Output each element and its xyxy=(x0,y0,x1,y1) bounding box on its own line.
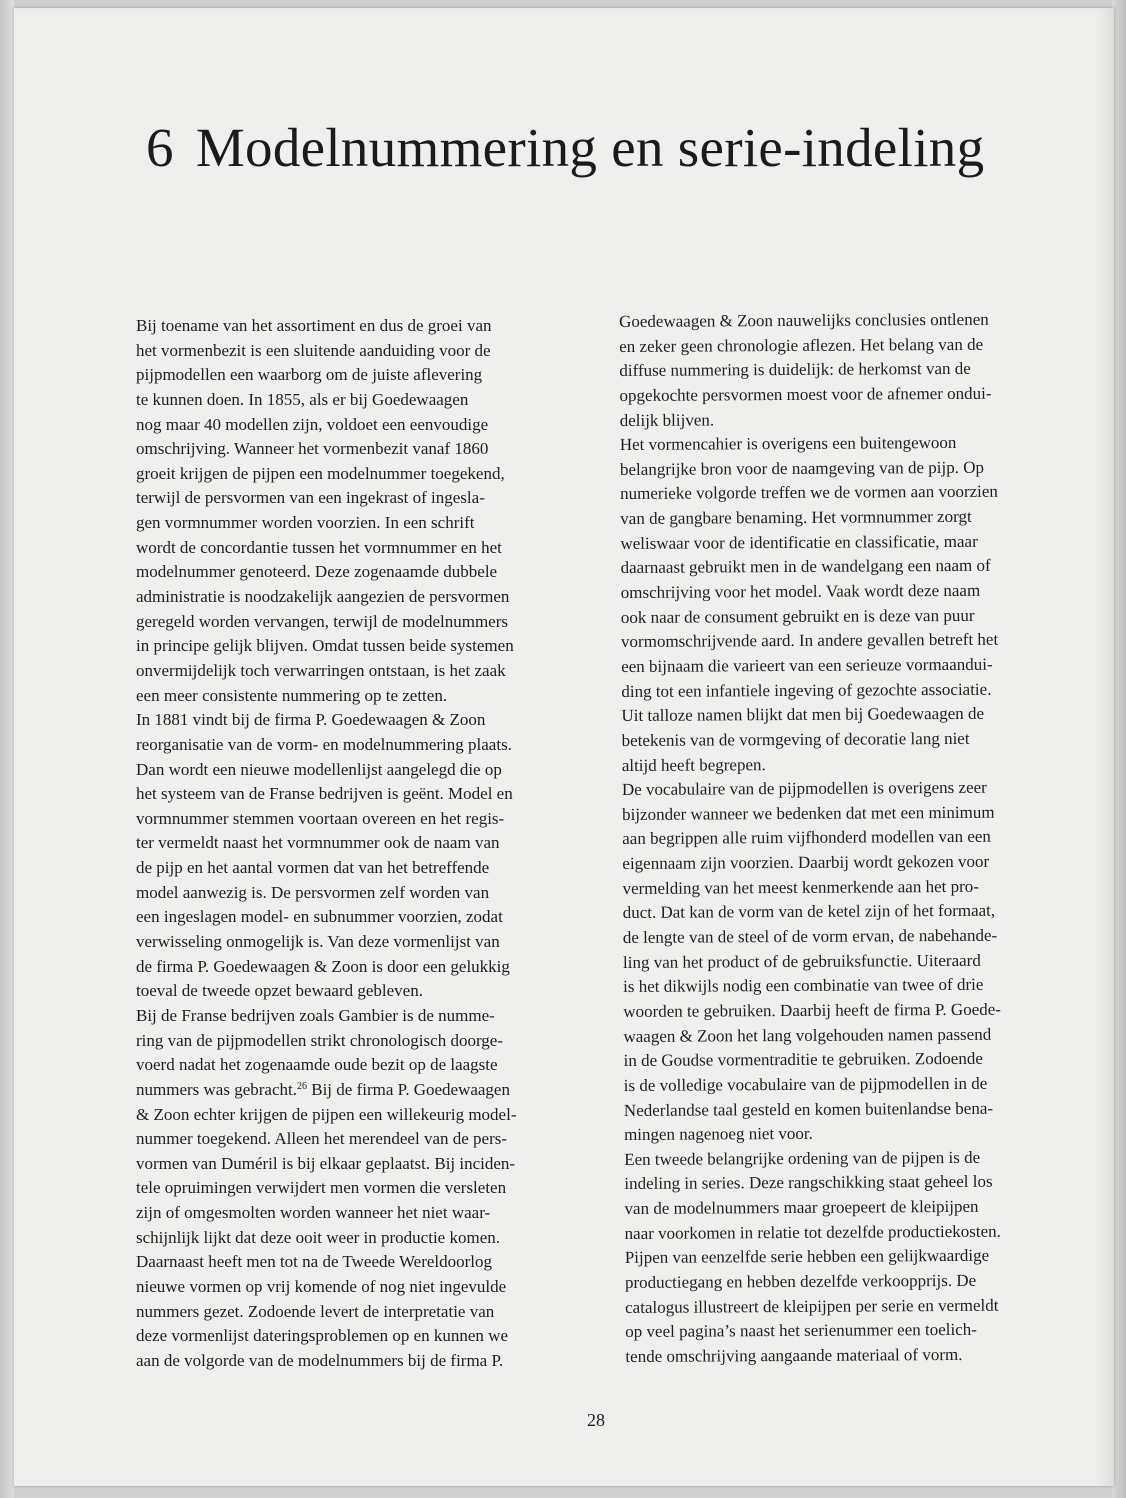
text-line-content: zijn of omgesmolten worden wanneer het niet waar- xyxy=(136,1203,491,1223)
text-line xyxy=(622,726,1062,753)
text-line-content: Een tweede belangrijke ordening van de pijpen is de xyxy=(624,1147,981,1169)
text-line-content: De vocabulaire van de pijpmodellen is overigens zeer xyxy=(621,777,987,800)
text-line xyxy=(622,874,1062,901)
text-line xyxy=(136,905,576,930)
text-line-content: het systeem van de Franse bedrijven is geënt. Model en xyxy=(136,784,513,804)
text-line xyxy=(620,455,1060,482)
text-line xyxy=(136,363,576,388)
text-line-content: bijzonder wanneer we bedenken dat met een minimum xyxy=(622,802,995,824)
text-line xyxy=(624,1170,1064,1197)
text-line xyxy=(624,1071,1064,1098)
text-line xyxy=(136,437,576,462)
text-line-content: numerieke volgorde treffen we de vormen aan voorzien xyxy=(620,482,998,504)
text-line-content: vormomschrijvende aard. In andere gevallen betreft het xyxy=(620,630,999,652)
text-line xyxy=(623,948,1063,975)
text-line-content: en zeker geen chronologie aflezen. Het belang van de xyxy=(619,334,984,356)
text-line xyxy=(620,480,1060,507)
text-line-content: waagen & Zoon het lang volgehouden namen passend xyxy=(623,1024,992,1046)
text-line xyxy=(622,800,1062,827)
text-line-content: gen vormnummer worden voorzien. In een schrift xyxy=(136,513,475,533)
text-line xyxy=(621,677,1061,704)
text-line-content: van de modelnummers maar groepeert de kleipijpen xyxy=(624,1196,979,1219)
text-line xyxy=(136,684,576,709)
text-line xyxy=(624,1194,1064,1221)
text-line xyxy=(621,603,1061,630)
text-line xyxy=(136,1004,576,1029)
text-line xyxy=(625,1219,1065,1246)
text-line-content: is het dikwijls nodig een combinatie van twee of drie xyxy=(623,975,984,997)
text-line xyxy=(136,314,576,339)
text-line-content: het vormenbezit is een sluitende aanduiding voor de xyxy=(136,340,491,360)
text-line xyxy=(619,307,1059,334)
text-line-content: vormnummer stemmen voortaan overeen en het regis- xyxy=(136,808,505,828)
text-line xyxy=(621,702,1061,729)
text-line-content: de firma P. Goedewaagen & Zoon is door een gelukkig xyxy=(136,956,510,976)
text-line-content: ding tot een infantiele ingeving of gezochte associatie. xyxy=(621,679,992,701)
text-line xyxy=(623,997,1063,1024)
text-line xyxy=(621,554,1061,581)
text-line-content: nog maar 40 modellen zijn, voldoet een eenvoudige xyxy=(136,414,489,434)
text-line-content: onvermijdelijk toch verwarringen ontstaan, is het zaak xyxy=(136,660,506,680)
text-line-content: ook naar de consument gebruikt en is deze van puur xyxy=(620,605,975,627)
text-line xyxy=(619,332,1059,359)
text-line-content: nieuwe vormen op vrij komende of nog niet ingevulde xyxy=(136,1276,507,1296)
text-line xyxy=(624,1145,1064,1172)
text-line xyxy=(619,381,1059,408)
text-line xyxy=(136,659,576,684)
text-line-content: productiegang en hebben dezelfde verkoopprijs. De xyxy=(624,1270,977,1292)
chapter-number: 6 xyxy=(146,117,174,178)
text-line xyxy=(136,462,576,487)
text-line xyxy=(136,1152,576,1177)
text-line xyxy=(136,831,576,856)
text-line-content: diffuse nummering is duidelijk: de herkomst van de xyxy=(619,359,971,381)
text-line-content: verwisseling onmogelijk is. Van deze vormenlijst van xyxy=(136,932,500,952)
text-line-content: is de volledige vocabulaire van de pijpmodellen in de xyxy=(623,1073,988,1095)
text-line-content: deze vormenlijst dateringsproblemen op en kunnen we xyxy=(136,1326,508,1346)
text-line xyxy=(136,733,576,758)
text-line-content: wordt de concordantie tussen het vormnummer en het xyxy=(136,537,502,557)
text-line xyxy=(136,758,576,783)
text-line xyxy=(622,775,1062,802)
text-line xyxy=(136,339,576,364)
text-line xyxy=(623,923,1063,950)
text-line-content: in de Goudse vormentraditie te gebruiken. Zodoende xyxy=(623,1049,983,1071)
text-line-content: geregeld worden vervangen, terwijl de modelnummers xyxy=(136,611,508,631)
text-line xyxy=(136,1300,576,1325)
text-line xyxy=(136,955,576,980)
text-line xyxy=(136,1103,576,1128)
text-line xyxy=(136,708,576,733)
text-line-content: nummers was gebracht. xyxy=(136,1079,297,1099)
text-line-content: tende omschrijving aangaande materiaal of vorm. xyxy=(625,1344,963,1366)
text-line-content: toeval de tweede opzet bewaard gebleven. xyxy=(136,981,423,1001)
footnote-reference[interactable]: 26 xyxy=(296,1080,307,1092)
text-line xyxy=(136,1201,576,1226)
text-line xyxy=(624,1096,1064,1123)
text-line-content: Dan wordt een nieuwe modellenlijst aangelegd die op xyxy=(136,759,502,779)
text-line xyxy=(624,1047,1064,1074)
text-line xyxy=(623,899,1063,926)
text-line-content: Goedewaagen & Zoon nauwelijks conclusies ontlenen xyxy=(619,309,989,331)
text-line xyxy=(136,536,576,561)
text-line-content: Nederlandse taal gesteld en komen buitenlandse bena- xyxy=(623,1098,994,1120)
text-line-content: woorden te gebruiken. Daarbij heeft de firma P. Goede- xyxy=(623,999,1001,1021)
text-line-content: een meer consistente nummering op te zetten. xyxy=(136,685,448,705)
text-line-content: te kunnen doen. In 1855, als er bij Goedewaagen xyxy=(136,389,469,409)
text-line-content: aan de volgorde van de modelnummers bij de firma P. xyxy=(136,1350,504,1370)
text-line xyxy=(625,1268,1065,1295)
text-line-content: weliswaar voor de identificatie en classificatie, maar xyxy=(620,531,978,553)
text-line xyxy=(623,973,1063,1000)
text-line xyxy=(136,1275,576,1300)
chapter-title: Modelnummering en serie-indeling xyxy=(195,117,985,178)
text-line-content: de lengte van de steel of de vorm ervan, de nabehande- xyxy=(622,925,998,948)
text-line-content: naar voorkomen in relatie tot dezelfde productiekosten. xyxy=(624,1221,1001,1243)
text-line xyxy=(136,782,576,807)
text-line-content: ter vermeldt naast het vormnummer ook de naam van xyxy=(136,833,500,853)
text-line-content: mingen nagenoeg niet voor. xyxy=(623,1123,813,1145)
text-line-content: belangrijke bron voor de naamgeving van de pijp. Op xyxy=(619,457,985,479)
text-line-content: pijpmodellen een waarborg om de juiste aflevering xyxy=(136,365,483,385)
text-line xyxy=(621,628,1061,655)
text-line-content: altijd heeft begrepen. xyxy=(621,754,766,775)
text-line xyxy=(136,1349,576,1374)
text-line-content: op veel pagina’s naast het serienummer een toelich- xyxy=(625,1320,977,1342)
text-line xyxy=(136,413,576,438)
text-line xyxy=(136,610,576,635)
text-line-content: model aanwezig is. De persvormen zelf worden van xyxy=(136,882,490,902)
text-line xyxy=(136,560,576,585)
text-line xyxy=(620,431,1060,458)
text-line xyxy=(625,1342,1065,1369)
text-line xyxy=(136,979,576,1004)
text-line-content: reorganisatie van de vorm- en modelnummering plaats. xyxy=(136,734,512,754)
text-line xyxy=(624,1120,1064,1147)
text-line xyxy=(136,1029,576,1054)
text-line xyxy=(620,406,1060,433)
chapter-heading xyxy=(146,116,984,179)
text-line xyxy=(622,825,1062,852)
text-line-content: schijnlijk lijkt dat deze ooit weer in productie komen. xyxy=(136,1227,500,1247)
text-line-content: delijk blijven. xyxy=(619,409,715,430)
text-line-content: & Zoon echter krijgen de pijpen een willekeurig model- xyxy=(136,1104,517,1124)
text-line-content: indeling in series. Deze rangschikking staat geheel los xyxy=(624,1172,993,1194)
left-text-column xyxy=(136,314,576,1374)
text-line-content: betekenis van de vormgeving of decoratie lang niet xyxy=(621,728,970,750)
text-line xyxy=(625,1244,1065,1271)
text-line-content: voerd nadat het zogenaamde oude bezit op de laagste xyxy=(136,1055,498,1075)
text-line-content: Daarnaast heeft men tot na de Tweede Wereldoorlog xyxy=(136,1252,493,1272)
text-line-content: Uit talloze namen blijkt dat men bij Goedewaagen de xyxy=(621,704,985,726)
text-line-content: vormen van Duméril is bij elkaar geplaatst. Bij inciden- xyxy=(136,1153,516,1173)
text-line-content: Het vormencahier is overigens een buitengewoon xyxy=(619,433,957,455)
text-line-content: duct. Dat kan de vorm van de ketel zijn of het formaat, xyxy=(622,901,996,923)
text-line-content: een ingeslagen model- en subnummer voorzien, zodat xyxy=(136,907,503,927)
text-line-content: Bij de Franse bedrijven zoals Gambier is de numme- xyxy=(136,1005,495,1025)
text-line-content: administratie is noodzakelijk aangezien de persvormen xyxy=(136,587,510,607)
text-line xyxy=(620,504,1060,531)
text-line xyxy=(623,1022,1063,1049)
text-line-content: nummers gezet. Zodoende levert de interpretatie van xyxy=(136,1301,495,1321)
text-line xyxy=(136,807,576,832)
text-line xyxy=(625,1293,1065,1320)
text-line xyxy=(136,930,576,955)
text-line-content: van de gangbare benaming. Het vormnummer zorgt xyxy=(620,506,972,529)
book-page-edge xyxy=(1112,0,1126,1498)
text-line-content: daarnaast gebruikt men in de wandelgang een naam of xyxy=(620,556,991,578)
text-line-content: Bij toename van het assortiment en dus de groei van xyxy=(136,316,492,335)
book-spine-edge xyxy=(0,0,14,1498)
text-line xyxy=(136,388,576,413)
text-line xyxy=(621,652,1061,679)
text-line xyxy=(136,1053,576,1078)
text-line-content: vermelding van het meest kenmerkende aan het pro- xyxy=(622,876,979,898)
text-line xyxy=(136,486,576,511)
text-line-content: Pijpen van eenzelfde serie hebben een gelijkwaardige xyxy=(624,1246,990,1268)
text-line-content: aan begrippen alle ruim vijfhonderd modellen van een xyxy=(622,827,991,849)
text-line-content: opgekochte persvormen moest voor de afnemer ondui- xyxy=(619,383,992,405)
text-line-content: de pijp en het aantal vormen dat van het betreffende xyxy=(136,858,490,878)
text-line-content: omschrijving. Wanneer het vormenbezit vanaf 1860 xyxy=(136,439,489,459)
text-line-content: nummer toegekend. Alleen het merendeel van de pers- xyxy=(136,1129,508,1149)
text-line-content: terwijl de persvormen van een ingekrast of ingesla- xyxy=(136,488,485,508)
text-line xyxy=(136,585,576,610)
text-line-content: een bijnaam die varieert van een serieuze vormaandui- xyxy=(621,654,993,676)
text-line-content: ring van de pijpmodellen strikt chronologisch doorge- xyxy=(136,1030,504,1050)
text-line xyxy=(136,1324,576,1349)
text-line xyxy=(136,856,576,881)
text-line xyxy=(136,511,576,536)
text-line xyxy=(136,1176,576,1201)
text-line xyxy=(136,1127,576,1152)
text-line-content: In 1881 vindt bij de firma P. Goedewaagen & Zoon xyxy=(136,710,486,730)
text-line xyxy=(136,881,576,906)
text-line-content: in principe gelijk blijven. Omdat tussen beide systemen xyxy=(136,636,514,656)
text-line-content: ling van het product of de gebruiksfunctie. Uiteraard xyxy=(622,950,981,972)
text-line xyxy=(136,1226,576,1251)
text-line xyxy=(619,357,1059,384)
text-line-content: groeit krijgen de pijpen een modelnummer toegekend, xyxy=(136,463,505,483)
text-line xyxy=(136,1250,576,1275)
text-line xyxy=(625,1318,1065,1345)
text-line-content: eigennaam zijn voorzien. Daarbij wordt gekozen voor xyxy=(622,851,990,874)
text-line-content: modelnummer genoteerd. Deze zogenaamde dubbele xyxy=(136,562,498,582)
text-line xyxy=(622,751,1062,778)
text-line xyxy=(136,1078,576,1103)
text-line xyxy=(620,529,1060,556)
text-line xyxy=(136,634,576,659)
right-text-column xyxy=(619,307,1065,1369)
text-line-continuation: Bij de firma P. Goedewaagen xyxy=(306,1079,510,1099)
page-number: 28 xyxy=(587,1410,605,1430)
text-line xyxy=(621,578,1061,605)
text-line-content: catalogus illustreert de kleipijpen per serie en vermeldt xyxy=(625,1295,999,1317)
text-line-content: tele opruimingen verwijdert men vormen die versleten xyxy=(136,1178,507,1198)
text-line-content: omschrijving voor het model. Vaak wordt deze naam xyxy=(620,580,981,603)
text-line xyxy=(622,849,1062,876)
